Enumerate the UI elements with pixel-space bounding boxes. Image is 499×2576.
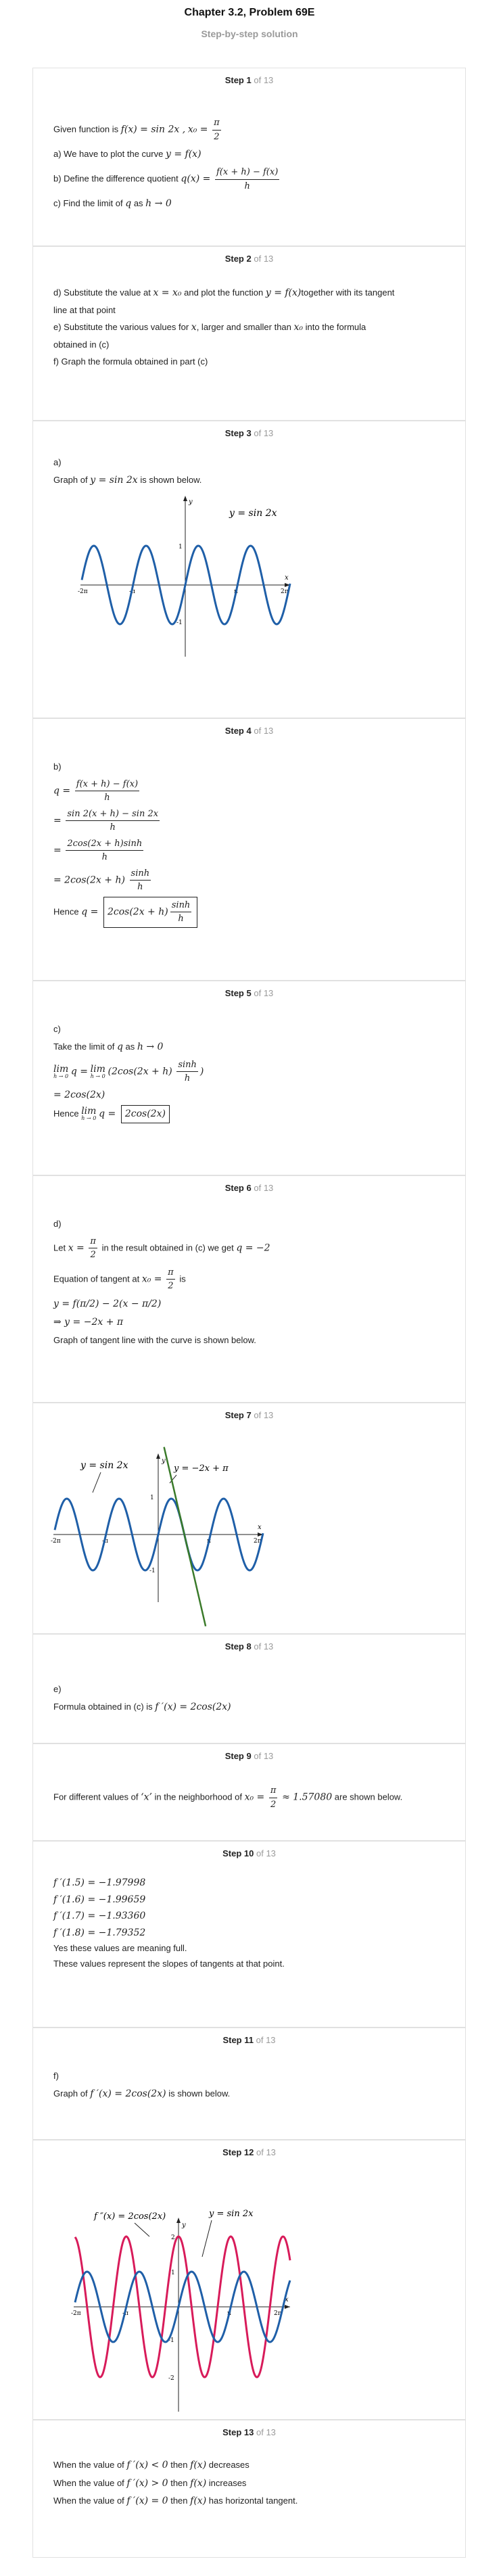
value-row: f ′(1.6) = −1.99659 xyxy=(53,1894,146,1905)
step-heading: Step 12 of 13 xyxy=(222,2147,276,2157)
tick-label: -π xyxy=(102,1538,108,1545)
part-label: a) xyxy=(53,457,62,467)
step-card xyxy=(32,2420,466,2558)
step-card xyxy=(32,981,466,1175)
boxed-result: 2cos(2x + h) $\frac{\sinh}{h}$ xyxy=(103,897,197,928)
step-heading: Step 1 of 13 xyxy=(224,75,274,85)
step-heading: Step 5 of 13 xyxy=(224,988,274,998)
step-heading: Step 11 of 13 xyxy=(222,2035,276,2045)
neighborhood-line: For different values of ‘x’ in the neighborhood of x₀ = $\frac{\pi}{2}$ ≈ 1.57080 are shown below. xyxy=(53,1785,403,1810)
step-card xyxy=(32,1634,466,1743)
formula-line: Formula obtained in (c) is f ′(x) = 2cos(2x) xyxy=(53,1701,231,1712)
step-heading: Step 13 of 13 xyxy=(222,2427,276,2437)
step-number: 6 xyxy=(246,1183,252,1193)
sine-graph xyxy=(33,496,467,692)
part-f-text: f) Graph the formula obtained in part (c) xyxy=(53,356,208,367)
tick-label: 2π xyxy=(274,2310,282,2317)
x-axis-label: x xyxy=(285,574,289,582)
conclusion-line: When the value of f ′(x) > 0 then f(x) increases xyxy=(53,2477,247,2489)
label-pointer xyxy=(93,1472,101,1493)
given-line: Given function is f(x) = sin 2x , x₀ = $\frac{\pi}{2}$ xyxy=(53,118,220,142)
graph-caption: Graph of f ′(x) = 2cos(2x) is shown below. xyxy=(53,2088,231,2099)
derivation-line: = 2cos(2x + h) $\frac{\sinh}{h}$ xyxy=(53,868,150,892)
tick-label: -1 xyxy=(168,2337,174,2344)
let-line: Let x = $\frac{\pi}{2}$ in the result obtained in (c) we get q = −2 xyxy=(53,1236,270,1260)
derivative-label: f ″(x) = 2cos(2x) xyxy=(94,2211,166,2222)
step-number: 2 xyxy=(246,254,252,264)
step-card xyxy=(32,1175,466,1403)
step-number: 10 xyxy=(243,1848,254,1858)
tick-label: 2π xyxy=(254,1538,262,1545)
step-number: 1 xyxy=(246,75,252,85)
label-pointer xyxy=(135,2223,149,2237)
tick-label: -1 xyxy=(149,1568,156,1574)
conclusion-line: When the value of f ′(x) = 0 then f(x) has horizontal tangent. xyxy=(53,2496,298,2507)
tick-label: -π xyxy=(129,588,135,595)
tick-label: 1 xyxy=(150,1495,154,1501)
step-heading: Step 8 of 13 xyxy=(224,1641,274,1652)
tick-label: 2 xyxy=(171,2234,175,2241)
meaning-text: Yes these values are meaning full. xyxy=(53,1943,187,1953)
step-card xyxy=(32,68,466,246)
hence-line: Hence q = 2cos(2x + h) $\frac{\sinh}{h}$ xyxy=(53,897,445,928)
limit-text: Take the limit of q as h → 0 xyxy=(53,1041,164,1052)
step-heading: Step 3 of 13 xyxy=(224,428,274,438)
tick-label: π xyxy=(227,2310,231,2317)
page-header xyxy=(0,0,499,68)
axes xyxy=(74,2219,290,2412)
curve-label: y = sin 2x xyxy=(229,508,277,519)
derivation-line: = $\frac{\sin 2(x + h) - \sin 2x}{h}$ xyxy=(53,808,159,833)
derivative-graph xyxy=(33,2165,467,2415)
part-label: f) xyxy=(53,2071,59,2081)
part-e-text: e) Substitute the various values for x, larger and smaller than x₀ into the formula obtained in (c) xyxy=(53,322,366,350)
x-axis-label: x xyxy=(285,2296,289,2303)
tick-label: -1 xyxy=(176,619,183,626)
label-pointer xyxy=(202,2220,212,2257)
step-number: 9 xyxy=(246,1751,252,1761)
step-heading: Step 9 of 13 xyxy=(224,1751,274,1761)
step-card xyxy=(32,1743,466,1841)
step-heading: Step 10 of 13 xyxy=(222,1848,276,1858)
tick-label: π xyxy=(234,588,238,595)
step-number: 12 xyxy=(243,2147,254,2157)
derivation-line: q = $\frac{f(x + h) - f(x)}{h}$ xyxy=(53,778,139,803)
tick-label: 1 xyxy=(171,2270,175,2276)
tick-label: -π xyxy=(122,2310,128,2317)
step-number: 8 xyxy=(246,1641,252,1652)
step-heading: Step 6 of 13 xyxy=(224,1183,274,1193)
part-b-line: b) Define the difference quotient q(x) = $\frac{f(x + h) - f(x)}{h}$ xyxy=(53,167,279,191)
page-subtitle: Step-by-step solution xyxy=(201,28,298,39)
step-card xyxy=(32,1841,466,2028)
tick-label: -2π xyxy=(71,2310,81,2317)
limit-expression: lim h → 0 q = lim h → 0 (2cos(2x + h) $\frac{\sinh}{h}$ ) xyxy=(53,1059,204,1083)
value-row: f ′(1.5) = −1.97998 xyxy=(53,1877,146,1888)
part-a-line: a) We have to plot the curve y = f(x) xyxy=(53,149,201,160)
graph-caption: Graph of tangent line with the curve is shown below. xyxy=(53,1334,256,1345)
step-number: 11 xyxy=(244,2035,254,2045)
derivation-line: = $\frac{2\cos(2x + h)\sinh}{h}$ xyxy=(53,838,143,862)
part-label: b) xyxy=(53,762,62,772)
slopes-text: These values represent the slopes of tangents at that point. xyxy=(53,1958,285,1969)
step-card xyxy=(32,718,466,981)
step-card xyxy=(32,421,466,718)
step-number: 13 xyxy=(243,2427,254,2437)
step-card xyxy=(32,246,466,421)
step-card xyxy=(32,2140,466,2420)
y-axis-label: y xyxy=(182,2222,186,2229)
tick-label: -2π xyxy=(51,1538,61,1545)
y-axis-label: y xyxy=(189,498,193,506)
tangent-label: y = −2x + π xyxy=(174,1463,229,1474)
step-heading: Step 7 of 13 xyxy=(224,1410,274,1420)
step-number: 3 xyxy=(246,428,252,438)
tick-label: -2 xyxy=(168,2375,174,2382)
part-label: d) xyxy=(53,1219,62,1229)
step-card xyxy=(32,2028,466,2140)
tangent-graph xyxy=(33,1428,467,1631)
tick-label: 2π xyxy=(281,588,289,595)
graph-caption: Graph of y = sin 2x is shown below. xyxy=(53,474,202,486)
conclusion-line: When the value of f ′(x) < 0 then f(x) decreases xyxy=(53,2460,249,2470)
step-total: of 13 xyxy=(254,75,274,85)
step-number: 7 xyxy=(246,1410,252,1420)
tick-label: π xyxy=(207,1538,211,1545)
page-title: Chapter 3.2, Problem 69E xyxy=(184,7,315,18)
tangent-at-line: Equation of tangent at x₀ = $\frac{\pi}{2}$ is xyxy=(53,1267,186,1291)
axes xyxy=(53,1455,263,1602)
step-card xyxy=(32,1403,466,1634)
part-label: c) xyxy=(53,1024,61,1034)
tangent-line xyxy=(164,1447,206,1626)
step-number: 4 xyxy=(246,726,252,736)
curve-label: y = sin 2x xyxy=(80,1460,128,1471)
part-c-line: c) Find the limit of q as h → 0 xyxy=(53,198,172,209)
boxed-result: 2cos(2x) xyxy=(121,1105,170,1123)
y-axis-label: y xyxy=(162,1457,166,1465)
value-row: f ′(1.7) = −1.93360 xyxy=(53,1911,146,1921)
curve-label: y = sin 2x xyxy=(209,2209,254,2219)
value-row: f ′(1.8) = −1.79352 xyxy=(53,1927,146,1938)
step-number: 5 xyxy=(246,988,252,998)
step-heading: Step 2 of 13 xyxy=(224,254,274,264)
tick-label: -2π xyxy=(78,588,88,595)
tangent-simplified: ⇒ y = −2x + π xyxy=(53,1316,124,1328)
axes xyxy=(80,497,290,657)
part-d-text: d) Substitute the value at x = x₀ and plot the function y = f(x)together with its tangent line at that point xyxy=(53,287,395,315)
x-axis-label: x xyxy=(258,1524,262,1531)
hence-line: Hence lim h → 0 q = 2cos(2x) xyxy=(53,1105,445,1123)
part-label: e) xyxy=(53,1684,62,1694)
tangent-equation: y = f(π/2) − 2(x − π/2) xyxy=(53,1298,162,1309)
tick-label: 1 xyxy=(179,544,183,551)
step-heading: Step 4 of 13 xyxy=(224,726,274,736)
limit-result: = 2cos(2x) xyxy=(53,1089,105,1100)
